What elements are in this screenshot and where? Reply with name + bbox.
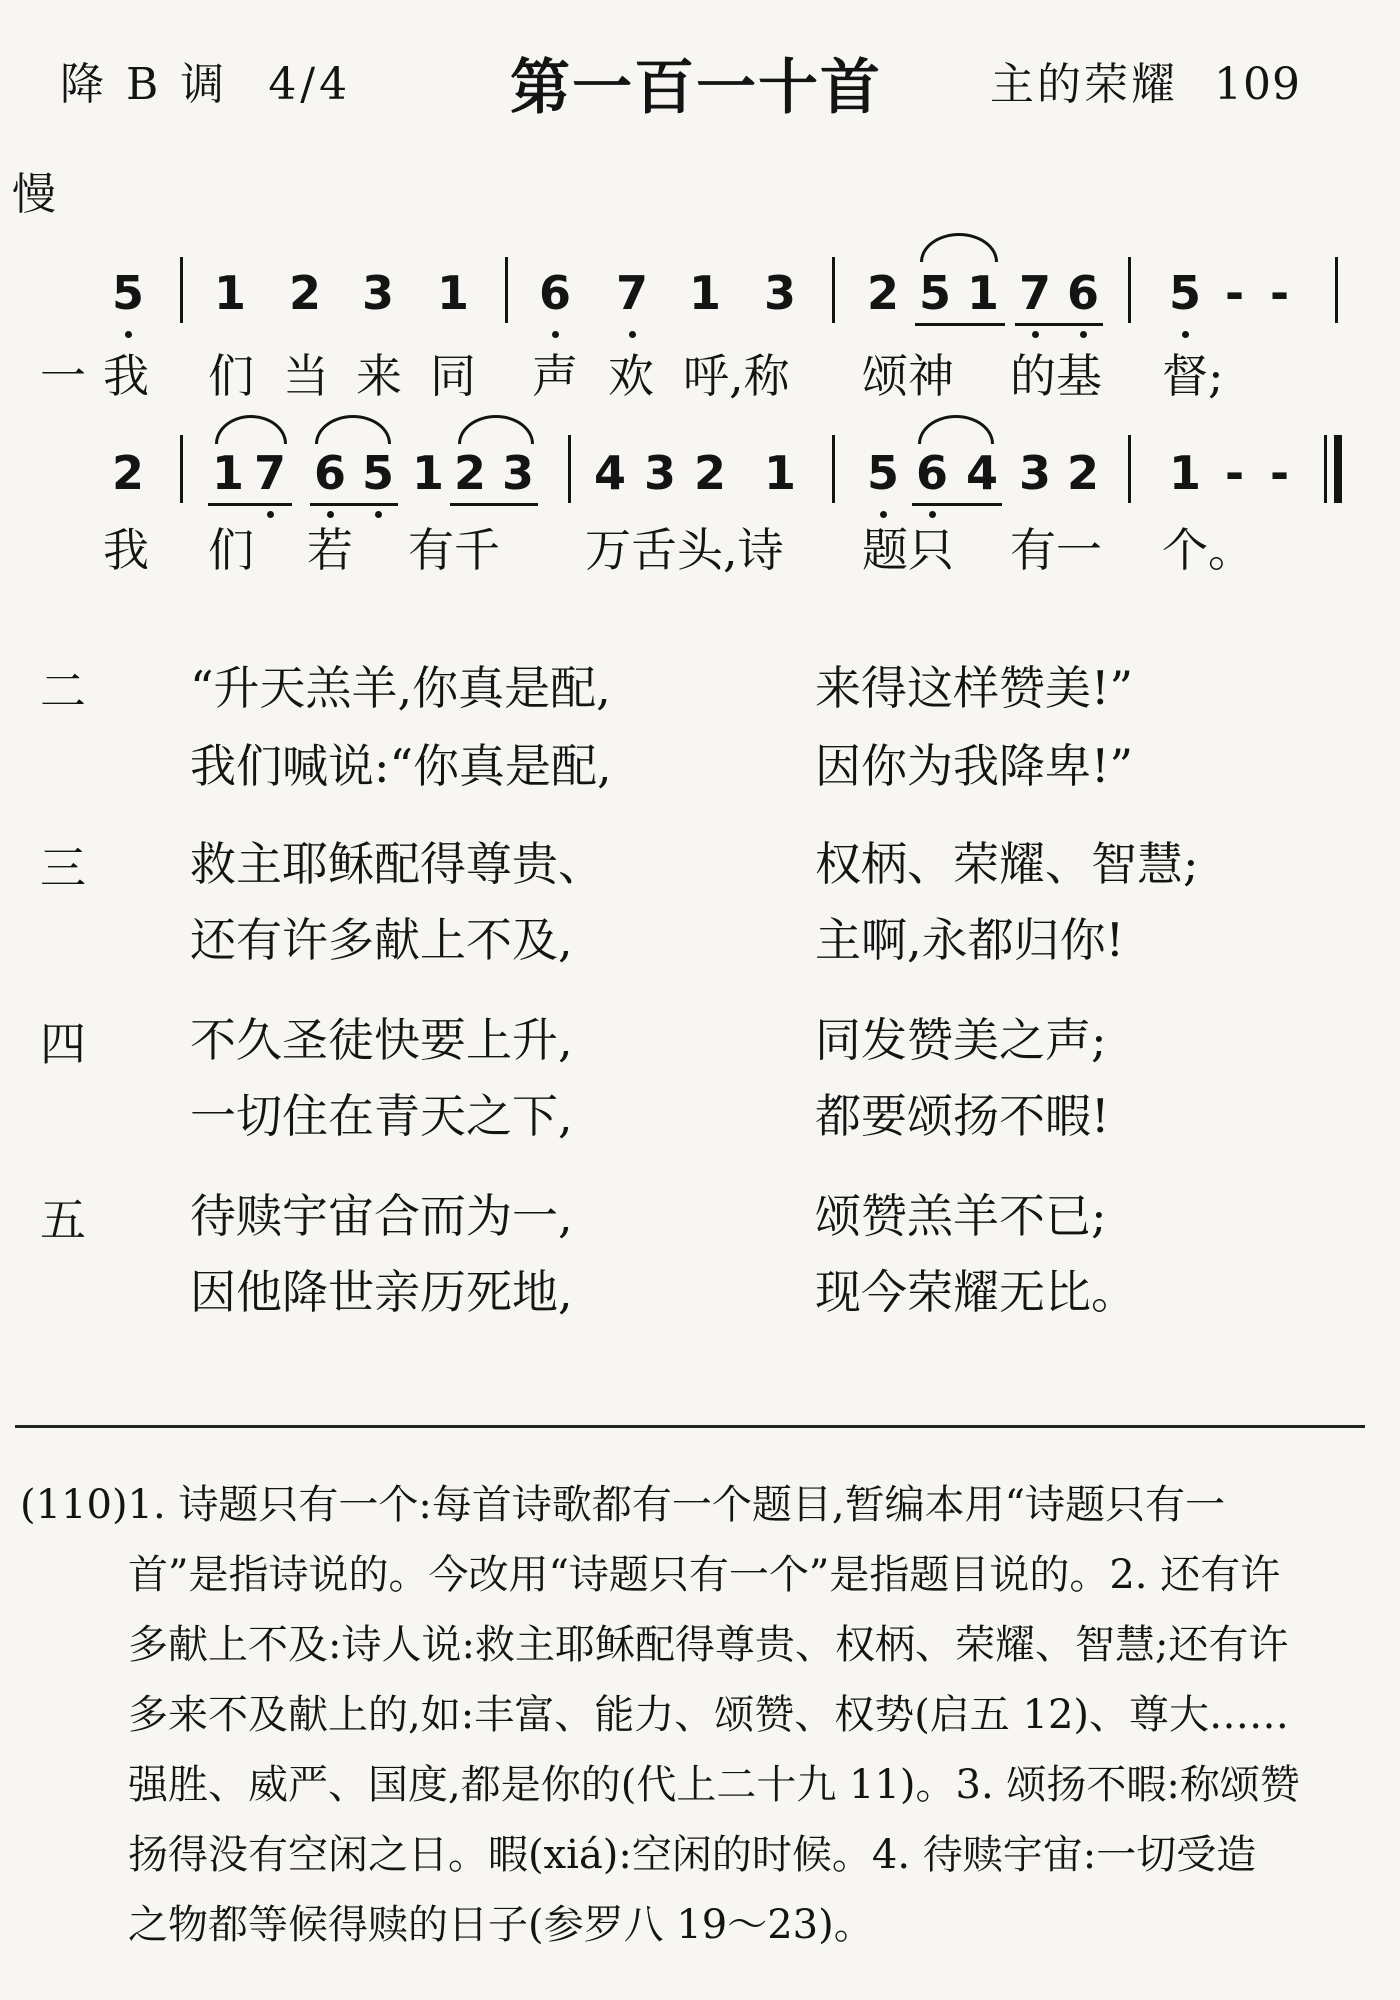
time-signature: 4/4 — [268, 59, 352, 110]
hold-dash: - — [1225, 446, 1245, 500]
lyric-syllable: 颂神 — [862, 349, 954, 403]
lyric-syllable: 有一 — [1010, 523, 1102, 577]
note: 7 — [250, 445, 290, 501]
hymn-theme: 主的荣耀 — [990, 59, 1178, 110]
lyric-syllable: 有千 — [408, 523, 500, 577]
hold-dash: - — [1225, 266, 1245, 320]
note: 2 — [111, 446, 144, 500]
bar-line — [1128, 257, 1131, 323]
theme-and-page — [990, 48, 1301, 112]
verse-line: 都要颂扬不暇! — [815, 1089, 1110, 1143]
bar-line — [180, 435, 183, 503]
beam — [208, 503, 292, 506]
lyric-syllable: 们 — [208, 523, 254, 577]
lyric-syllable: 声 — [532, 349, 578, 403]
note: 1 — [436, 266, 469, 320]
beam — [310, 503, 398, 506]
footnote-line: (110)1. 诗题只有一个:每首诗歌都有一个题目,暂编本用“诗题只有一 — [20, 1482, 1226, 1528]
note: 3 — [501, 446, 534, 500]
note: 1 — [966, 266, 999, 320]
note: 5 — [108, 265, 148, 321]
note: 2 — [1066, 446, 1099, 500]
hold-dash: - — [1270, 266, 1290, 320]
note: 6 — [535, 265, 575, 321]
lyric-syllable: 呼,称 — [683, 349, 790, 403]
verse-line: 颂赞羔羊不已; — [815, 1189, 1107, 1243]
verse-number: 三 — [40, 841, 86, 895]
lyric-syllable: 若 — [307, 523, 353, 577]
beam — [450, 503, 538, 506]
note: 3 — [1018, 446, 1051, 500]
note: 2 — [693, 446, 726, 500]
note: 1 — [211, 446, 244, 500]
note: 6 — [310, 445, 350, 501]
note: 5 — [918, 266, 951, 320]
page-number: 109 — [1214, 59, 1301, 110]
verse-line: “升天羔羊,你真是配, — [190, 661, 611, 715]
bar-line — [832, 257, 835, 323]
beam — [915, 323, 1005, 326]
note: 6 — [912, 445, 952, 501]
verse-line: 同发赞美之声; — [815, 1013, 1107, 1067]
verse-line: 一切住在青天之下, — [190, 1089, 573, 1143]
bar-line — [1128, 435, 1131, 503]
verse-number: 二 — [40, 664, 86, 718]
note: 2 — [288, 266, 321, 320]
footnote-line: 多献上不及:诗人说:救主耶稣配得尊贵、权柄、荣耀、智慧;还有许 — [128, 1622, 1289, 1668]
final-bar-thin — [1324, 435, 1327, 503]
note: 4 — [593, 446, 626, 500]
note: 2 — [866, 266, 899, 320]
verse-number: 一 — [40, 349, 86, 403]
note: 5 — [358, 445, 398, 501]
note: 1 — [1168, 446, 1201, 500]
note: 4 — [965, 446, 998, 500]
bar-line — [505, 257, 508, 323]
lyrics-line-2 — [0, 522, 1400, 582]
footnote — [20, 1470, 1370, 1960]
verse-line: 权柄、荣耀、智慧; — [815, 837, 1199, 891]
lyric-syllable: 同 — [430, 349, 476, 403]
verse-line: 我们喊说:“你真是配, — [190, 739, 612, 793]
lyric-syllable: 万舌头,诗 — [585, 523, 784, 577]
note: 1 — [411, 446, 444, 500]
lyric-syllable: 的基 — [1010, 349, 1102, 403]
note: 5 — [863, 445, 903, 501]
note: 7 — [612, 265, 652, 321]
lyric-syllable: 我 — [103, 523, 149, 577]
slur — [920, 233, 998, 262]
lyric-syllable: 当 — [283, 349, 329, 403]
key-signature: 降 B 调 4/4 — [60, 59, 352, 110]
lyric-syllable: 们 — [208, 349, 254, 403]
footnote-line: 首”是指诗说的。今改用“诗题只有一个”是指题目说的。2. 还有许 — [128, 1552, 1281, 1598]
footnote-divider — [15, 1425, 1365, 1428]
lyric-syllable: 我 — [103, 349, 149, 403]
footnote-line: 多来不及献上的,如:丰富、能力、颂赞、权势(启五 12)、尊大…… — [128, 1692, 1290, 1738]
note: 2 — [453, 446, 486, 500]
bar-line — [832, 435, 835, 503]
lyric-syllable: 来 — [356, 349, 402, 403]
beam — [1015, 323, 1103, 326]
note: 1 — [688, 266, 721, 320]
hold-dash: - — [1270, 446, 1290, 500]
lyric-syllable: 欢 — [608, 349, 654, 403]
verse-line: 待赎宇宙合而为一, — [190, 1189, 573, 1243]
lyric-syllable: 督; — [1162, 349, 1224, 403]
verse-line: 因你为我降卑!” — [815, 739, 1134, 793]
footnote-line: 强胜、威严、国度,都是你的(代上二十九 11)。3. 颂扬不暇:称颂赞 — [128, 1762, 1300, 1808]
note: 1 — [763, 446, 796, 500]
hymn-title: 第一百一十首 — [510, 53, 882, 123]
note: 6 — [1063, 265, 1103, 321]
verse-line: 主啊,永都归你! — [815, 913, 1125, 967]
note: 7 — [1015, 265, 1055, 321]
footnote-line: 之物都等候得赎的日子(参罗八 19～23)。 — [128, 1902, 874, 1948]
bar-line — [1335, 257, 1338, 323]
verse-line: 来得这样赞美!” — [815, 661, 1134, 715]
bar-line — [568, 435, 571, 503]
verse-number: 四 — [40, 1017, 86, 1071]
verse-line: 现今荣耀无比。 — [815, 1265, 1137, 1319]
verse-line: 因他降世亲历死地, — [190, 1265, 573, 1319]
final-bar-thick — [1334, 435, 1342, 503]
tempo-marking: 慢 — [12, 169, 56, 220]
note: 1 — [213, 266, 246, 320]
verse-line: 不久圣徒快要上升, — [190, 1013, 573, 1067]
beam — [912, 503, 1002, 506]
footnote-line: 扬得没有空闲之日。暇(xiá):空闲的时候。4. 待赎宇宙:一切受造 — [128, 1832, 1257, 1878]
verse-line: 救主耶稣配得尊贵、 — [190, 837, 604, 891]
verse-line: 还有许多献上不及, — [190, 913, 573, 967]
note: 3 — [361, 266, 394, 320]
lyric-syllable: 题只 — [862, 523, 954, 577]
bar-line — [180, 257, 183, 323]
verse-number: 五 — [40, 1193, 86, 1247]
note: 3 — [763, 266, 796, 320]
note: 3 — [643, 446, 676, 500]
lyrics-line-1 — [0, 348, 1400, 408]
lyric-syllable: 个。 — [1162, 523, 1254, 577]
note: 5 — [1165, 265, 1205, 321]
